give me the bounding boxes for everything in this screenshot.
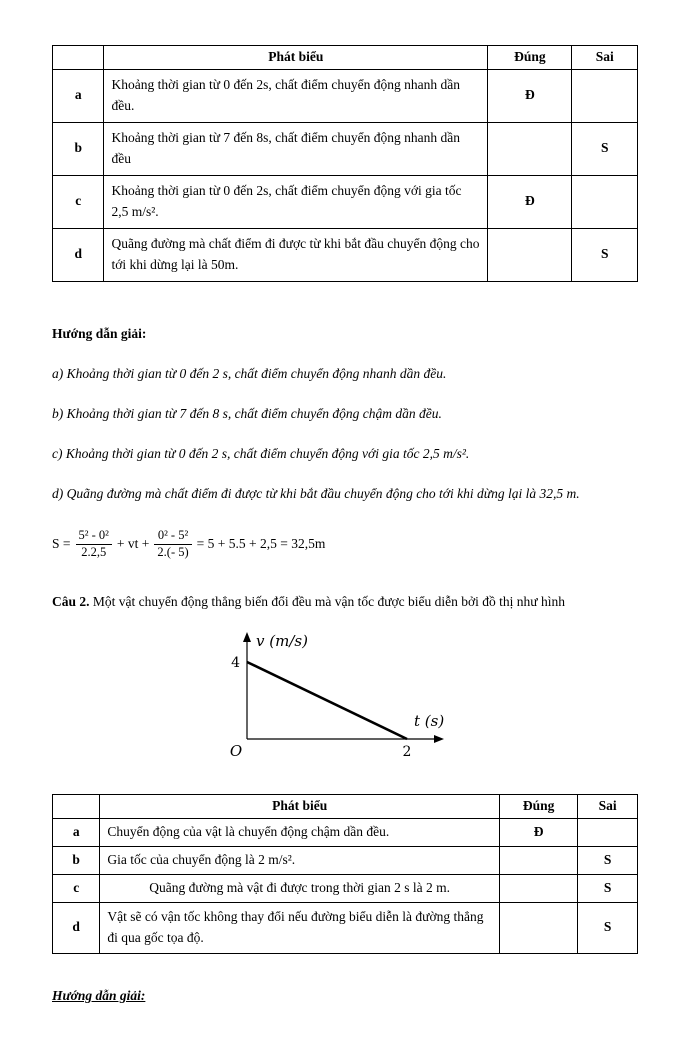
answer-true-cell: Đ — [488, 69, 572, 122]
statement-cell: Quãng đường mà chất điểm đi được từ khi bắt đầu chuyển động cho tới khi dừng lại là 50m. — [104, 228, 488, 281]
question-2 — [52, 594, 638, 610]
solution-heading-1: Hướng dẫn giải: — [52, 325, 147, 341]
statement-cell: Khoảng thời gian từ 0 đến 2s, chất điểm chuyển động nhanh dần đều. — [104, 69, 488, 122]
answer-false-cell — [572, 69, 638, 122]
statement-cell: Vật sẽ có vận tốc không thay đổi nếu đường biểu diễn là đường thẳng đi qua gốc tọa độ. — [100, 902, 500, 953]
answer-false-cell: S — [578, 847, 638, 875]
answer-false-cell — [572, 175, 638, 228]
table2-row-b — [53, 847, 638, 875]
formula-middle: + vt + — [116, 536, 150, 552]
table2-col-false: Sai — [578, 795, 638, 819]
answer-false-cell: S — [578, 874, 638, 902]
solution-line-c: c) Khoảng thời gian từ 0 đến 2 s, chất điểm chuyển động với gia tốc 2,5 m/s². — [52, 445, 470, 461]
table2-header-row — [53, 795, 638, 819]
answer-true-cell — [499, 847, 577, 875]
table1-col-false: Sai — [572, 46, 638, 70]
answer-true-cell — [499, 902, 577, 953]
question-2-label: Câu 2. — [52, 594, 90, 610]
row-label: c — [53, 874, 100, 902]
statement-cell: Quãng đường mà vật đi được trong thời gian 2 s là 2 m. — [100, 874, 500, 902]
answer-true-cell: Đ — [488, 175, 572, 228]
table1-header-row — [53, 46, 638, 70]
y-axis-label: v (m/s) — [256, 632, 308, 651]
table1-row-d — [53, 228, 638, 281]
statement-cell: Chuyển động của vật là chuyển động chậm dần đều. — [100, 819, 500, 847]
velocity-line — [247, 662, 407, 739]
table2-col-statement: Phát biểu — [100, 795, 500, 819]
fraction-numerator: 0² - 5² — [154, 528, 191, 545]
answer-false-cell — [578, 819, 638, 847]
solution-line-b: b) Khoảng thời gian từ 7 đến 8 s, chất điểm chuyển động chậm dần đều. — [52, 405, 442, 421]
formula-fraction-2 — [154, 528, 191, 560]
table1-corner-cell — [53, 46, 104, 70]
row-label: b — [53, 847, 100, 875]
table2-row-c — [53, 874, 638, 902]
formula-fraction-1 — [76, 528, 112, 560]
answer-true-cell — [488, 228, 572, 281]
statement-cell: Khoảng thời gian từ 7 đến 8s, chất điểm chuyển động nhanh dần đều — [104, 122, 488, 175]
answer-true-cell — [488, 122, 572, 175]
formula-result: = 5 + 5.5 + 2,5 = 32,5m — [196, 536, 326, 552]
fraction-denominator: 2.(- 5) — [157, 544, 189, 559]
answer-false-cell: S — [578, 902, 638, 953]
row-label: d — [53, 902, 100, 953]
row-label: a — [53, 69, 104, 122]
solution-line-a: a) Khoảng thời gian từ 0 đến 2 s, chất điểm chuyển động nhanh dần đều. — [52, 365, 447, 381]
origin-label: O — [229, 742, 243, 761]
x-axis-arrow-icon — [434, 735, 444, 743]
table1-row-b — [53, 122, 638, 175]
graph-svg — [202, 624, 462, 774]
row-label: c — [53, 175, 104, 228]
answer-false-cell: S — [572, 122, 638, 175]
x-axis-label: t (s) — [414, 712, 445, 731]
table1-col-true: Đúng — [488, 46, 572, 70]
answer-true-cell — [499, 874, 577, 902]
table2-corner-cell — [53, 795, 100, 819]
question-2-text: Một vật chuyển động thẳng biến đổi đều mà vận tốc được biểu diễn bởi đồ thị như hình — [89, 594, 565, 610]
y-tick-4: 4 — [231, 655, 240, 672]
answer-true-cell: Đ — [499, 819, 577, 847]
solution-line-d: d) Quãng đường mà chất điểm đi được từ khi bắt đầu chuyển động cho tới khi dừng lại là 32,5 m. — [52, 485, 580, 501]
table2-row-d — [53, 902, 638, 953]
statement-cell: Khoảng thời gian từ 0 đến 2s, chất điểm chuyển động với gia tốc 2,5 m/s². — [104, 175, 488, 228]
answer-false-cell: S — [572, 228, 638, 281]
row-label: d — [53, 228, 104, 281]
fraction-denominator: 2.2,5 — [81, 544, 107, 559]
row-label: b — [53, 122, 104, 175]
row-label: a — [53, 819, 100, 847]
table1-col-statement: Phát biểu — [104, 46, 488, 70]
formula-lhs: S = — [52, 536, 71, 552]
statement-cell: Gia tốc của chuyển động là 2 m/s². — [100, 847, 500, 875]
y-axis-arrow-icon — [243, 632, 251, 642]
solution-formula — [52, 528, 638, 560]
table1-row-c — [53, 175, 638, 228]
table1-row-a — [53, 69, 638, 122]
table2-row-a — [53, 819, 638, 847]
solution-heading-2: Hướng dẫn giải: — [52, 987, 146, 1003]
statement-table-2 — [52, 794, 638, 954]
fraction-numerator: 5² - 0² — [76, 528, 112, 545]
table2-col-true: Đúng — [499, 795, 577, 819]
statement-table-1 — [52, 45, 638, 282]
x-tick-2: 2 — [402, 744, 412, 761]
velocity-time-graph — [202, 624, 638, 774]
